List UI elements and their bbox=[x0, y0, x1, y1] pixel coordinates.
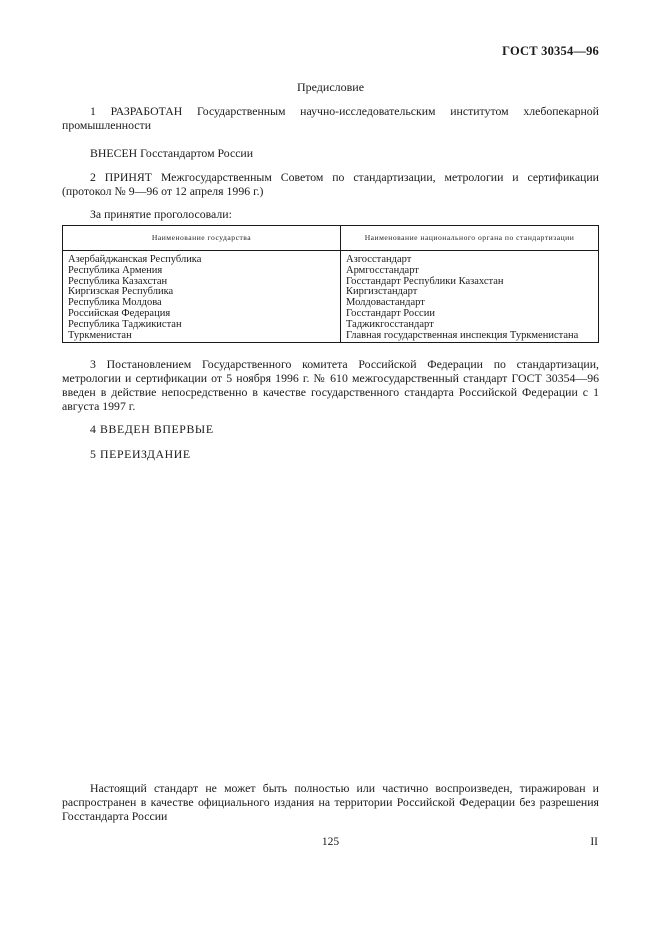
state-name: Российская Федерация bbox=[68, 307, 171, 319]
paragraph-developed: 1 РАЗРАБОТАН Государственным научно-исследовательским институтом хлебопекарной промышленности bbox=[62, 104, 599, 132]
state-name: Киргизская Республика bbox=[68, 286, 174, 298]
state-name: Республика Таджикистан bbox=[68, 318, 182, 330]
table-header-state: Наименование государства bbox=[63, 226, 341, 251]
page-number: 125 bbox=[321, 836, 340, 848]
body-name: Молдовастандарт bbox=[346, 297, 425, 309]
standard-code: ГОСТ 30354—96 bbox=[502, 44, 599, 58]
section-title: Предисловие bbox=[296, 80, 365, 94]
state-name: Туркменистан bbox=[68, 329, 132, 341]
roman-page-number: II bbox=[590, 836, 598, 848]
body-name: Главная государственная инспекция Туркменистана bbox=[346, 329, 579, 341]
paragraph-vote: За принятие проголосовали: bbox=[90, 207, 232, 221]
state-name: Республика Казахстан bbox=[68, 275, 168, 287]
voting-states-table bbox=[62, 225, 599, 343]
paragraph-resolution: 3 Постановлением Государственного комитета Российской Федерации по стандартизации, метрологии и сертификации от 5 ноября 1996 г. № 610 межгосударственный стандарт ГОСТ 30354—96 введен в действие непосредственно в качестве государственного стандарта Российской Федерации с 1 августа 1997 г. bbox=[62, 357, 599, 413]
body-name: Армгосстандарт bbox=[346, 264, 419, 276]
body-name: Азгосстандарт bbox=[346, 254, 412, 265]
state-name: Республика Армения bbox=[68, 264, 163, 276]
paragraph-introduced: ВНЕСЕН Госстандартом России bbox=[90, 146, 254, 160]
body-name: Госстандарт Республики Казахстан bbox=[346, 275, 504, 287]
paragraph-reissue: 5 ПЕРЕИЗДАНИЕ bbox=[90, 447, 191, 461]
state-name: Республика Молдова bbox=[68, 297, 162, 309]
body-name: Госстандарт России bbox=[346, 307, 435, 319]
states-cell bbox=[63, 251, 341, 343]
paragraph-adopted: 2 ПРИНЯТ Межгосударственным Советом по стандартизации, метрологии и сертификации (протокол № 9—96 от 12 апреля 1996 г.) bbox=[62, 170, 599, 198]
body-name: Киргизстандарт bbox=[346, 286, 418, 298]
table-row bbox=[63, 251, 599, 343]
table-header-body: Наименование национального органа по стандартизации bbox=[341, 226, 599, 251]
bodies-cell bbox=[341, 251, 599, 343]
state-name: Азербайджанская Республика bbox=[68, 254, 202, 265]
body-name: Таджикгосстандарт bbox=[346, 318, 434, 330]
paragraph-first-introduced: 4 ВВЕДЕН ВПЕРВЫЕ bbox=[90, 422, 214, 436]
copyright-notice: Настоящий стандарт не может быть полностью или частично воспроизведен, тиражирован и распространен в качестве официального издания на территории Российской Федерации без разрешения Госстандарта России bbox=[62, 781, 599, 823]
